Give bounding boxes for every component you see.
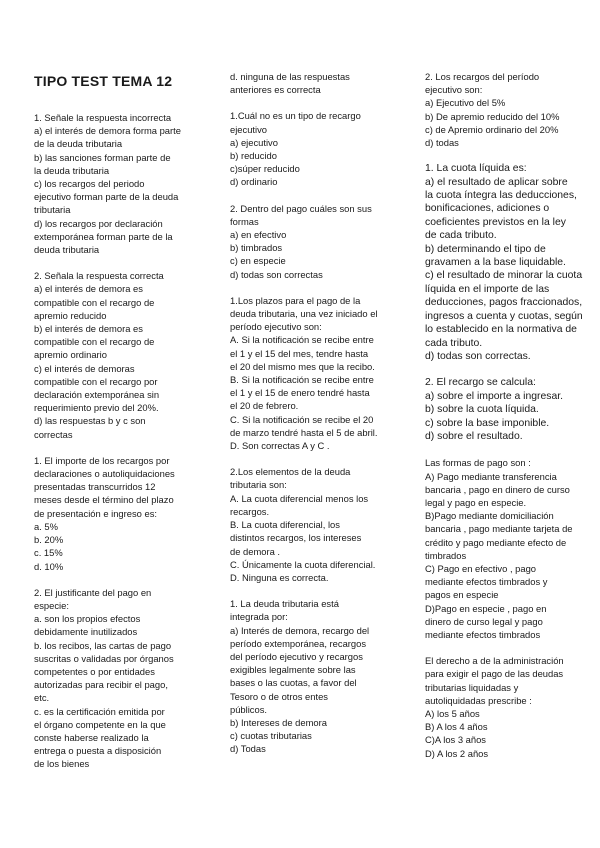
question-text: 2.Los elementos de la deuda <box>230 466 351 478</box>
question-line: d) todas son correctas. <box>425 350 531 362</box>
question-line: a) en efectivo <box>230 229 287 241</box>
question-line: d) ordinario <box>230 176 278 188</box>
question-line: públicos. <box>230 703 268 715</box>
question-line: apremio ordinario <box>34 349 107 361</box>
question-line: B. Si la notificación se recibe entre <box>230 374 374 386</box>
question-line: distintos recargos, los intereses <box>230 532 362 544</box>
question-line: tributaria son: <box>230 479 287 491</box>
question-line: dinero de curso legal y pago <box>425 615 543 627</box>
question-line: compatible con el recargo por <box>34 375 158 387</box>
question-line: b) el interés de demora es <box>34 323 143 335</box>
question-line: del período ejecutivo y recargos <box>230 650 363 662</box>
question-line: declaraciones o autoliquidaciones <box>34 468 175 480</box>
question-line: correctas <box>34 428 73 440</box>
question-line: b. 20% <box>34 534 64 546</box>
question-line: integrada por: <box>230 611 288 623</box>
question-line: ejecutivo forman parte de la deuda <box>34 191 179 203</box>
question-text: 2. El justificante del pago en <box>34 586 152 598</box>
question-block <box>425 162 591 363</box>
question-block <box>34 454 200 573</box>
question-line: líquida en el importe de las <box>425 283 550 295</box>
question-line: d) Todas <box>230 743 266 755</box>
question-line: C. Si la notificación se recibe el 20 <box>230 413 374 425</box>
question-text: 2. Señala la respuesta correcta <box>34 270 164 282</box>
question-line: D)Pago en especie , pago en <box>425 602 547 614</box>
question-line: suscritas o validadas por órganos <box>34 652 174 664</box>
column-1 <box>34 70 200 784</box>
question-line: declaración extemporánea sin <box>34 389 160 401</box>
question-line: a) sobre el importe a ingresar. <box>425 390 564 402</box>
question-line: meses desde el término del plazo <box>34 494 174 506</box>
question-block <box>230 597 396 755</box>
question-text: Las formas de pago son : <box>425 457 531 469</box>
question-line: B)Pago mediante domiciliación <box>425 510 554 522</box>
question-line: c) sobre la base imponible. <box>425 417 550 429</box>
question-line: c)súper reducido <box>230 163 300 175</box>
question-block <box>230 202 396 281</box>
question-line: ejecutivo <box>230 123 268 135</box>
question-line: crédito y pago mediante efecto de <box>425 536 567 548</box>
question-line: c) el interés de demoras <box>34 362 135 374</box>
question-line: C)A los 3 años <box>425 734 486 746</box>
question-line: recargos. <box>230 505 270 517</box>
question-line: mediante efectos timbrados y <box>425 576 548 588</box>
question-line: d) todas son correctas <box>230 268 323 280</box>
page-title: TIPO TEST TEMA 12 <box>34 73 173 89</box>
question-line: compatible con el recargo de <box>34 296 155 308</box>
question-line: a) Ejecutivo del 5% <box>425 97 506 109</box>
question-text: 1. La deuda tributaria está <box>230 598 339 610</box>
question-text: El derecho a de la administración <box>425 655 564 667</box>
question-line: la cuota íntegra las deducciones, <box>425 190 577 202</box>
question-line: gravamen a la base liquidable. <box>425 257 566 269</box>
question-text: 1. La cuota líquida es: <box>425 163 527 175</box>
question-line: d) todas <box>425 137 459 149</box>
question-line: b. los recibos, las cartas de pago <box>34 639 172 651</box>
question-line: compatible con el recargo de <box>34 336 155 348</box>
question-line: el 1 y el 15 del mes, tendre hasta <box>230 347 369 359</box>
question-line: presentadas transcurridos 12 <box>34 481 156 493</box>
question-line: pagos en especie <box>425 589 499 601</box>
question-line: a) el interés de demora forma parte <box>34 125 181 137</box>
question-line: período ejecutivo son: <box>230 321 322 333</box>
question-line: el órgano competente en la que <box>34 718 166 730</box>
question-line: coeficientes previstos en la ley <box>425 216 566 228</box>
question-text: 2. Dentro del pago cuáles son sus <box>230 202 372 214</box>
question-line: anteriores es correcta <box>230 84 321 96</box>
question-line: deuda tributaria <box>34 244 100 256</box>
question-block <box>34 111 200 256</box>
question-text: 1.Cuál no es un tipo de recargo <box>230 110 361 122</box>
column-3 <box>425 70 591 773</box>
question-block <box>425 70 591 149</box>
question-block <box>425 376 591 443</box>
question-block <box>230 70 396 96</box>
question-line: mediante efectos timbrados <box>425 628 541 640</box>
question-text: 2. El recargo se calcula: <box>425 377 536 389</box>
question-block <box>425 456 591 641</box>
question-line: exigibles legalmente sobre las <box>230 664 356 676</box>
question-line: de los bienes <box>34 758 90 770</box>
question-line: de la deuda tributaria <box>34 138 123 150</box>
question-line: d. 10% <box>34 560 64 572</box>
question-line: deducciones, pagos fraccionados, <box>425 297 583 309</box>
question-line: a) el resultado de aplicar sobre <box>425 176 568 188</box>
question-line: D. Ninguna es correcta. <box>230 571 329 583</box>
question-line: C. Únicamente la cuota diferencial. <box>230 558 376 570</box>
question-line: d) los recargos por declaración <box>34 217 163 229</box>
question-line: el 1 y el 15 de enero tendré hasta <box>230 387 370 399</box>
question-line: legal y pago en especie. <box>425 496 527 508</box>
question-line: a) el interés de demora es <box>34 283 143 295</box>
question-line: deuda tributaria, una vez iniciado el <box>230 308 378 320</box>
question-line: D) A los 2 años <box>425 747 489 759</box>
question-line: c) los recargos del periodo <box>34 178 145 190</box>
question-line: b) determinando el tipo de <box>425 243 546 255</box>
question-line: A) los 5 años <box>425 708 480 719</box>
question-line: A) Pago mediante transferencia <box>425 470 557 482</box>
question-line: a) ejecutivo <box>230 136 278 148</box>
question-line: b) timbrados <box>230 242 283 254</box>
question-text: 1.Los plazos para el pago de la <box>230 294 361 306</box>
question-line: la deuda tributaria <box>34 164 110 176</box>
question-line: formas <box>230 215 259 227</box>
question-line: autoliquidadas prescribe : <box>425 694 532 706</box>
question-line: Tesoro o de otros entes <box>230 690 328 702</box>
question-line: para exigir el pago de las deudas <box>425 668 564 680</box>
question-line: de marzo tendré hasta el 5 de abril. <box>230 426 378 438</box>
question-line: extemporánea forman parte de la <box>34 230 173 242</box>
question-line: período extemporánea, recargos <box>230 637 367 649</box>
question-block <box>230 109 396 188</box>
column-2 <box>230 70 396 769</box>
question-line: b) las sanciones forman parte de <box>34 151 171 163</box>
question-line: bonificaciones, adiciones o <box>425 203 550 215</box>
question-line: entrega o puesta a disposición <box>34 745 162 757</box>
question-line: timbrados <box>425 549 467 561</box>
question-line: bancaria , pago en dinero de curso <box>425 483 570 495</box>
question-line: ejecutivo son: <box>425 84 483 96</box>
question-line: bancaria , pago mediante tarjeta de <box>425 523 573 535</box>
question-line: apremio reducido <box>34 309 107 321</box>
question-line: de cada tributo. <box>425 230 497 242</box>
question-line: d) sobre el resultado. <box>425 430 523 442</box>
question-block <box>230 465 396 584</box>
question-line: A. La cuota diferencial menos los <box>230 492 369 504</box>
question-line: c. es la certificación emitida por <box>34 705 165 717</box>
question-line: B) A los 4 años <box>425 721 488 733</box>
question-block <box>34 269 200 441</box>
question-line: a. son los propios efectos <box>34 613 141 625</box>
question-line: a) Interés de demora, recargo del <box>230 624 370 636</box>
question-line: el 20 de febrero. <box>230 400 299 412</box>
question-line: b) reducido <box>230 150 277 162</box>
question-line: c) el resultado de minorar la cuota <box>425 270 583 282</box>
question-line: a. 5% <box>34 520 58 532</box>
question-line: debidamente inutilizados <box>34 626 138 638</box>
question-line: autorizadas para recibir el pago, <box>34 679 168 691</box>
question-line: cada tributo. <box>425 337 483 349</box>
question-line: b) Intereses de demora <box>230 716 327 728</box>
question-line: conste haberse realizado la <box>34 731 149 743</box>
question-text: d. ninguna de las respuestas <box>230 71 350 82</box>
question-block <box>425 654 591 760</box>
question-line: tributaria <box>34 204 71 216</box>
question-text: 1. El importe de los recargos por <box>34 454 170 466</box>
question-line: c) en especie <box>230 255 286 267</box>
question-text: 1. Señale la respuesta incorrecta <box>34 112 172 123</box>
question-block <box>230 294 396 452</box>
question-line: bases o las cuotas, a favor del <box>230 677 357 689</box>
question-line: c) cuotas tributarias <box>230 730 312 742</box>
question-line: D. Son correctas A y C . <box>230 440 330 452</box>
question-line: b) sobre la cuota líquida. <box>425 404 539 416</box>
question-line: A. Si la notificación se recibe entre <box>230 334 374 346</box>
question-line: competentes o por entidades <box>34 665 155 677</box>
question-line: ingresos a cuenta y cuotas, según <box>425 310 583 322</box>
question-line: B. La cuota diferencial, los <box>230 519 340 531</box>
question-line: c) de Apremio ordinario del 20% <box>425 123 559 135</box>
question-line: de presentación e ingreso es: <box>34 507 157 519</box>
question-line: requerimiento previo del 20%. <box>34 402 159 414</box>
question-line: el 20 del mismo mes que la recibo. <box>230 360 375 372</box>
question-block <box>34 586 200 771</box>
question-line: etc. <box>34 692 50 704</box>
question-line: b) De apremio reducido del 10% <box>425 110 560 122</box>
question-line: de demora . <box>230 545 281 557</box>
question-line: tributarias liquidadas y <box>425 681 519 693</box>
question-line: C) Pago en efectivo , pago <box>425 562 537 574</box>
question-line: c. 15% <box>34 547 63 559</box>
question-line: d) las respuestas b y c son <box>34 415 146 427</box>
question-text: 2. Los recargos del período <box>425 71 540 82</box>
question-line: lo establecido en la normativa de <box>425 324 577 336</box>
question-line: especie: <box>34 599 69 611</box>
